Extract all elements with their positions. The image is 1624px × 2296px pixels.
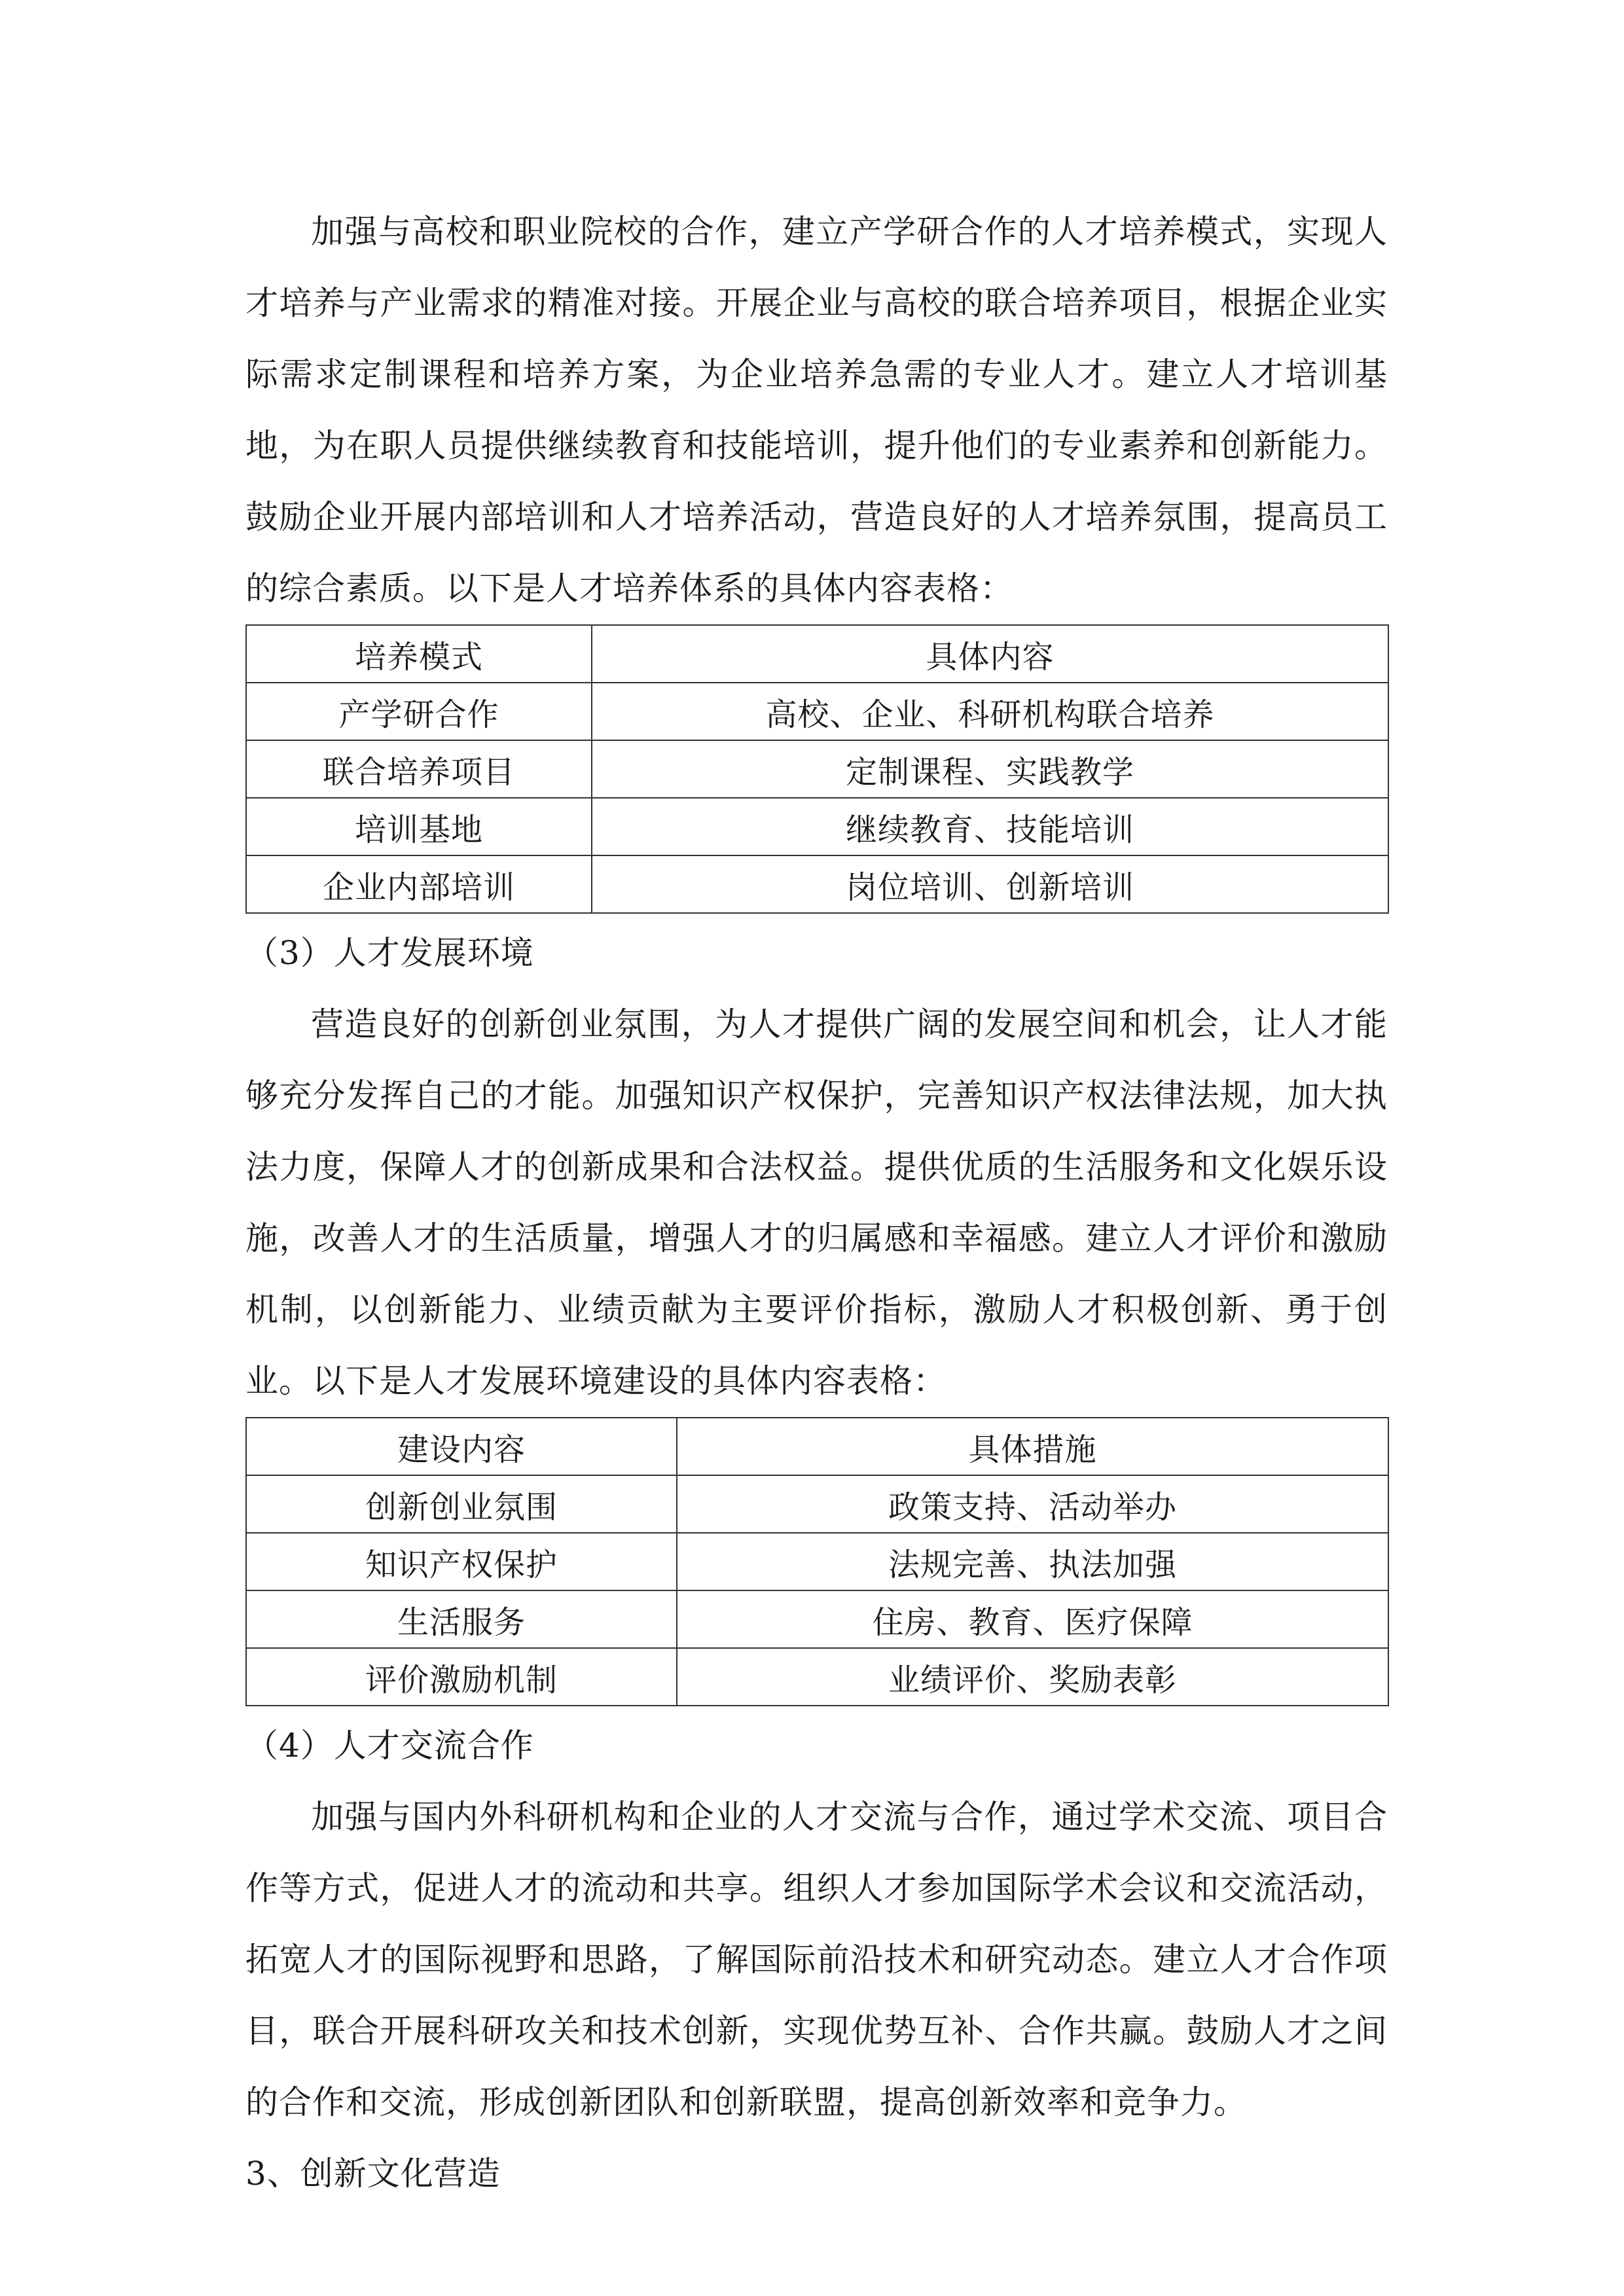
section-heading-talent-exchange: （4）人才交流合作 [245, 1727, 534, 1765]
table-row [246, 1590, 1388, 1648]
table-cell: 企业内部培训 [246, 855, 592, 913]
table-cell: 产学研合作 [246, 683, 592, 740]
table-row [246, 1533, 1388, 1590]
table-cell: 培训基地 [246, 798, 592, 855]
paragraph-talent-training: 加强与高校和职业院校的合作，建立产学研合作的人才培养模式，实现人才培养与产业需求的精准对接。开展企业与高校的联合培养项目，根据企业实际需求定制课程和培养方案，为企业培养急需的专业人才。建立人才培训基地，为在职人员提供继续教育和技能培训，提升他们的专业素养和创新能力。鼓励企业开展内部培训和人才培养活动，营造良好的人才培养氛围，提高员工的综合素质。以下是人才培养体系的具体内容表格： [245, 213, 1388, 607]
table-row [246, 740, 1388, 798]
table-cell: 高校、企业、科研机构联合培养 [592, 683, 1388, 740]
table-header-cell: 具体内容 [592, 625, 1388, 683]
section-heading-innovation-culture: 3、创新文化营造 [245, 2155, 501, 2193]
table-cell: 创新创业氛围 [246, 1475, 677, 1533]
table-cell: 知识产权保护 [246, 1533, 677, 1590]
table-row [246, 855, 1388, 913]
table-cell: 法规完善、执法加强 [677, 1533, 1388, 1590]
table-cell: 业绩评价、奖励表彰 [677, 1648, 1388, 1706]
paragraph-talent-exchange: 加强与国内外科研机构和企业的人才交流与合作，通过学术交流、项目合作等方式，促进人才的流动和共享。组织人才参加国际学术会议和交流活动，拓宽人才的国际视野和思路，了解国际前沿技术和研究动态。建立人才合作项目，联合开展科研攻关和技术创新，实现优势互补、合作共赢。鼓励人才之间的合作和交流，形成创新团队和创新联盟，提高创新效率和竞争力。 [245, 1798, 1388, 2121]
section-heading-development-environment: （3）人才发展环境 [245, 934, 534, 972]
table-cell: 定制课程、实践教学 [592, 740, 1388, 798]
table-cell: 联合培养项目 [246, 740, 592, 798]
paragraph-development-environment: 营造良好的创新创业氛围，为人才提供广阔的发展空间和机会，让人才能够充分发挥自己的才能。加强知识产权保护，完善知识产权法律法规，加大执法力度，保障人才的创新成果和合法权益。提供优质的生活服务和文化娱乐设施，改善人才的生活质量，增强人才的归属感和幸福感。建立人才评价和激励机制，以创新能力、业绩贡献为主要评价指标，激励人才积极创新、勇于创业。以下是人才发展环境建设的具体内容表格： [245, 1005, 1388, 1400]
table-header-cell: 培养模式 [246, 625, 592, 683]
table-header-cell: 建设内容 [246, 1418, 677, 1475]
table-cell: 生活服务 [246, 1590, 677, 1648]
development-environment-table [245, 1417, 1389, 1706]
document-page [245, 196, 1388, 2210]
table-row [246, 1648, 1388, 1706]
table-header-row [246, 1418, 1388, 1475]
table-cell: 住房、教育、医疗保障 [677, 1590, 1388, 1648]
table-cell: 政策支持、活动举办 [677, 1475, 1388, 1533]
table-header-row [246, 625, 1388, 683]
talent-training-table [245, 624, 1389, 914]
table-header-cell: 具体措施 [677, 1418, 1388, 1475]
table-cell: 岗位培训、创新培训 [592, 855, 1388, 913]
table-row [246, 1475, 1388, 1533]
table-cell: 评价激励机制 [246, 1648, 677, 1706]
table-row [246, 798, 1388, 855]
table-cell: 继续教育、技能培训 [592, 798, 1388, 855]
table-row [246, 683, 1388, 740]
